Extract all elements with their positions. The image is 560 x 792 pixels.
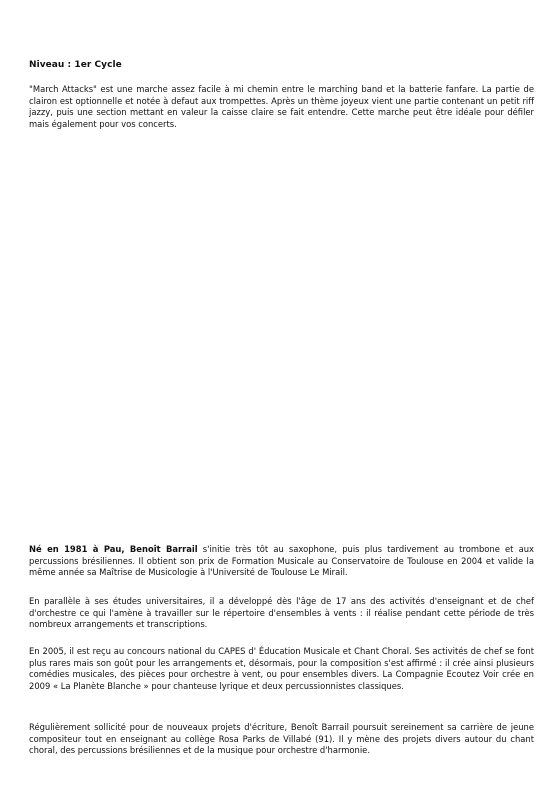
level-heading: Niveau : 1er Cycle — [29, 60, 122, 70]
bio-paragraph-1 — [29, 544, 534, 579]
bio-paragraph-1-text: s'initie très tôt au saxophone, puis plus tardivement au trombone et aux percussions brésiliennes. Il obtient son prix de Formation Musicale au Conservatoire de Toulouse en 2004 et valide la même année sa Maîtrise de Musicologie à l'Université de Toulouse Le Mirail. — [29, 544, 534, 578]
intro-paragraph: "March Attacks" est une marche assez facile à mi chemin entre le marching band et la batterie fanfare. La partie de clairon est optionnelle et notée à defaut aux trompettes. Après un thème joyeux vient une partie contenant un petit riff jazzy, puis une section mettant en valeur la caisse claire se fait entendre. Cette marche peut être idéale pour défiler mais également pour vos concerts. — [29, 84, 534, 129]
bio-paragraph-2: En parallèle à ses études universitaires, il a développé dès l'âge de 17 ans des activités d'enseignant et de chef d'orchestre ce qui l'amène à travailler sur le répertoire d'ensembles à vents : il réalise pendant cette période de très nombreux arrangements et transcriptions. — [29, 596, 534, 630]
bio-lead: Né en 1981 à Pau, Benoît Barrail — [29, 544, 198, 554]
bio-paragraph-4: Régulièrement sollicité pour de nouveaux projets d'écriture, Benoît Barrail poursuit sereinement sa carrière de jeune compositeur tout en enseignant au collège Rosa Parks de Villabé (91). Il y mène des projets divers autour du chant choral, des percussions brésiliennes et de la musique pour orchestre d'harmonie. — [29, 722, 534, 756]
bio-paragraph-3: En 2005, il est reçu au concours national du CAPES d' Éducation Musicale et Chant Choral. Ses activités de chef se font plus rares mais son goût pour les arrangements et, désormais, pour la composition s'est affirmé : il crée ainsi plusieurs comédies musicales, des pièces pour orchestre à vent, ou pour ensembles divers. La Compagnie Ecoutez Voir crée en 2009 « La Planète Blanche » pour chanteuse lyrique et deux percussionnistes classiques. — [29, 646, 534, 691]
